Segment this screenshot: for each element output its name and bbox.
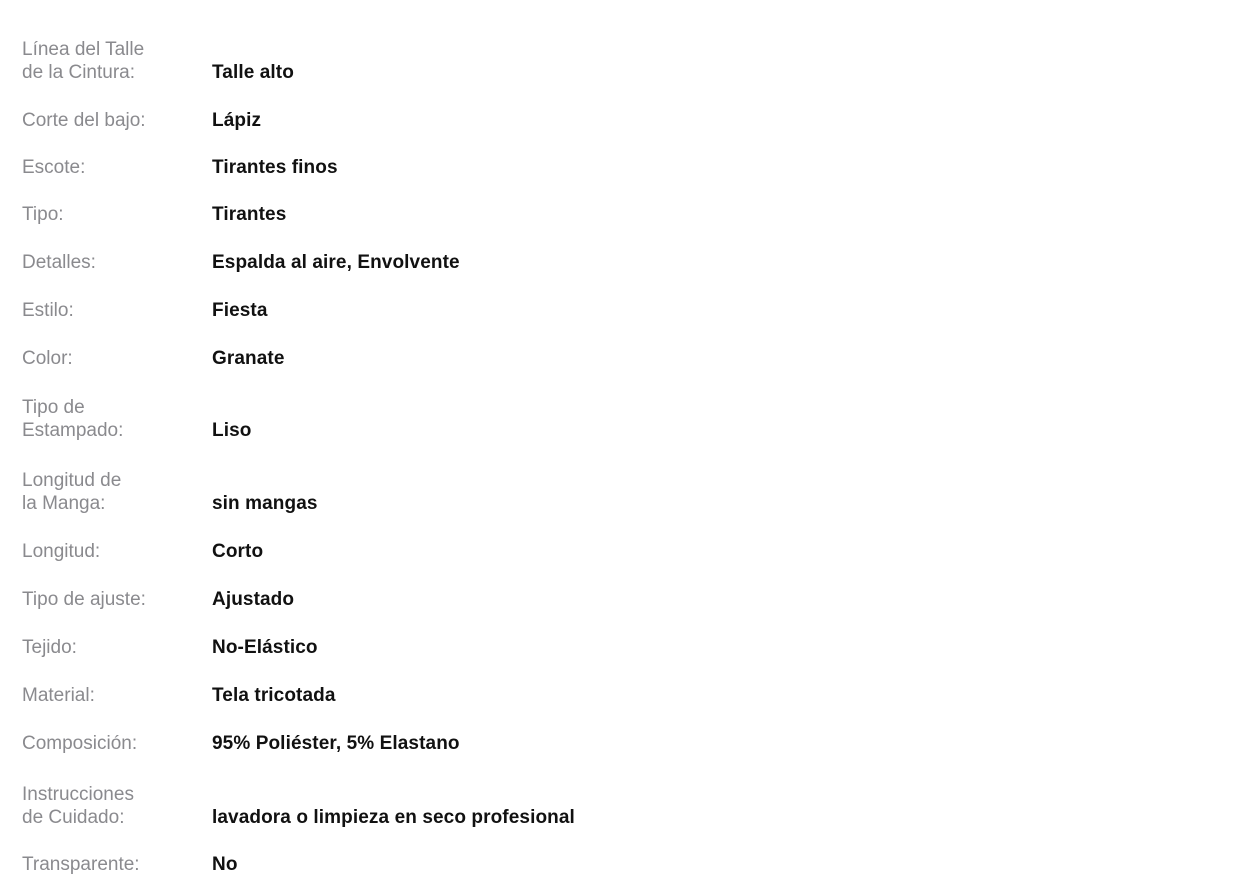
attribute-row-fabric [22, 611, 1202, 659]
attribute-value: Lápiz [212, 110, 262, 131]
attribute-row-details [22, 226, 1202, 274]
attribute-label: Tipo de ajuste: [22, 589, 146, 610]
attribute-label: Corte del bajo: [22, 110, 146, 131]
attribute-row-care-instructions [22, 755, 1202, 829]
attribute-label: Tipo: [22, 204, 64, 225]
attribute-row-type [22, 179, 1202, 226]
attribute-value: No-Elástico [212, 637, 318, 658]
attribute-label: Línea del Talle de la Cintura: [22, 39, 145, 83]
attribute-value: Corto [212, 541, 264, 562]
attribute-row-fit-type [22, 563, 1202, 611]
attribute-label: Detalles: [22, 252, 96, 273]
attribute-value: Talle alto [212, 62, 294, 83]
attribute-value: Fiesta [212, 300, 268, 321]
attribute-label: Transparente: [22, 854, 140, 875]
attribute-value: Espalda al aire, Envolvente [212, 252, 460, 273]
attribute-value: Tela tricotada [212, 685, 336, 706]
attribute-label: Color: [22, 348, 73, 369]
attribute-value: Tirantes [212, 204, 287, 225]
attribute-value: Ajustado [212, 589, 295, 610]
attribute-value: Granate [212, 348, 285, 369]
attribute-value: lavadora o limpieza en seco profesional [212, 807, 575, 828]
attribute-value: Liso [212, 420, 252, 441]
attribute-label: Longitud de la Manga: [22, 470, 122, 514]
attribute-row-transparent [22, 829, 1202, 876]
attribute-row-sleeve-length [22, 442, 1202, 515]
attribute-row-length [22, 515, 1202, 563]
attribute-row-composition [22, 707, 1202, 755]
attribute-value: sin mangas [212, 493, 318, 514]
attribute-label: Tejido: [22, 637, 77, 658]
attribute-row-hem-cut [22, 84, 1202, 132]
attribute-label: Instrucciones de Cuidado: [22, 784, 134, 828]
attribute-row-neckline [22, 132, 1202, 179]
attribute-row-material [22, 659, 1202, 707]
attribute-label: Estilo: [22, 300, 74, 321]
attribute-value: 95% Poliéster, 5% Elastano [212, 733, 460, 754]
attribute-row-style [22, 274, 1202, 322]
attribute-value: No [212, 854, 238, 875]
attribute-label: Composición: [22, 733, 138, 754]
attribute-value: Tirantes finos [212, 157, 338, 178]
attribute-row-waistline [22, 38, 1202, 84]
attribute-row-print-type [22, 370, 1202, 442]
attribute-label: Material: [22, 685, 95, 706]
attribute-label: Escote: [22, 157, 86, 178]
attribute-row-color [22, 322, 1202, 370]
attribute-label: Tipo de Estampado: [22, 397, 124, 441]
product-attributes-list [22, 38, 1202, 876]
attribute-label: Longitud: [22, 541, 101, 562]
